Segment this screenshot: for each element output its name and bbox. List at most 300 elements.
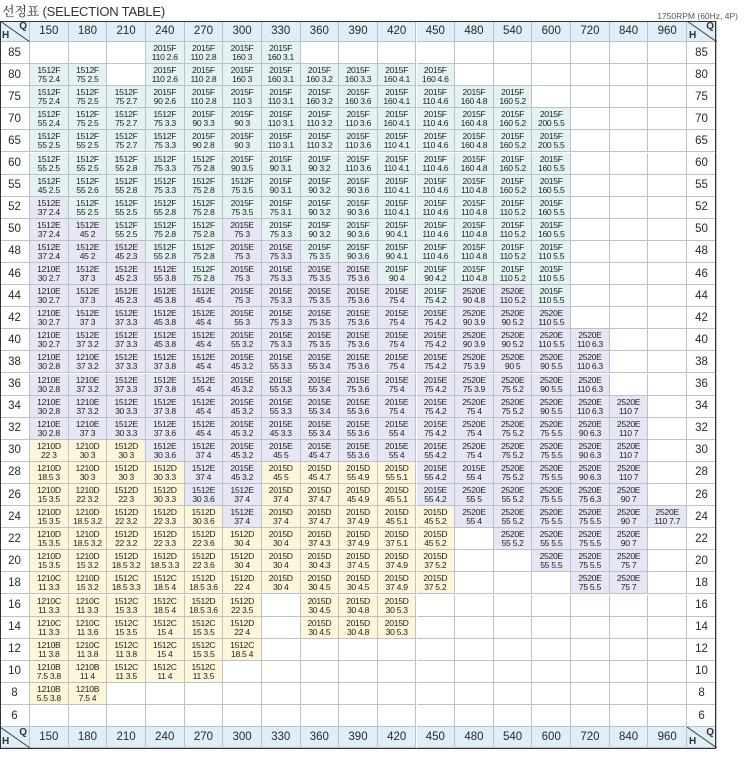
pump-cell[interactable]: [185, 108, 224, 130]
pump-cell[interactable]: [69, 462, 108, 484]
pump-cell[interactable]: [146, 506, 185, 528]
pump-cell[interactable]: [146, 130, 185, 152]
pump-cell[interactable]: [185, 484, 224, 506]
pump-cell[interactable]: [223, 86, 262, 108]
pump-cell[interactable]: [69, 484, 108, 506]
pump-cell[interactable]: [339, 108, 378, 130]
pump-cell[interactable]: [223, 396, 262, 418]
pump-cell[interactable]: [455, 197, 494, 219]
pump-cell[interactable]: [262, 440, 301, 462]
pump-cell[interactable]: [417, 219, 456, 241]
pump-cell[interactable]: [532, 175, 571, 197]
pump-cell[interactable]: [30, 528, 69, 550]
pump-cell[interactable]: [417, 241, 456, 263]
pump-cell[interactable]: [146, 219, 185, 241]
pump-cell[interactable]: [571, 374, 610, 396]
pump-cell[interactable]: [378, 528, 417, 550]
pump-cell[interactable]: [223, 64, 262, 86]
pump-cell[interactable]: [69, 108, 108, 130]
pump-cell[interactable]: [532, 440, 571, 462]
pump-cell[interactable]: [146, 462, 185, 484]
pump-cell[interactable]: [417, 440, 456, 462]
pump-cell[interactable]: [146, 108, 185, 130]
pump-cell[interactable]: [262, 42, 301, 64]
pump-cell[interactable]: [494, 263, 533, 285]
pump-cell[interactable]: [223, 329, 262, 351]
pump-cell[interactable]: [494, 396, 533, 418]
pump-cell[interactable]: [301, 307, 340, 329]
pump-cell[interactable]: [262, 572, 301, 594]
pump-cell[interactable]: [185, 130, 224, 152]
pump-cell[interactable]: [262, 64, 301, 86]
pump-cell[interactable]: [262, 506, 301, 528]
pump-cell[interactable]: [223, 639, 262, 661]
pump-cell[interactable]: [378, 418, 417, 440]
pump-cell[interactable]: [30, 462, 69, 484]
pump-cell[interactable]: [417, 285, 456, 307]
pump-cell[interactable]: [494, 462, 533, 484]
pump-cell[interactable]: [378, 307, 417, 329]
pump-cell[interactable]: [610, 396, 649, 418]
pump-cell[interactable]: [494, 506, 533, 528]
pump-cell[interactable]: [262, 528, 301, 550]
pump-cell[interactable]: [339, 263, 378, 285]
pump-cell[interactable]: [378, 595, 417, 617]
pump-cell[interactable]: [610, 418, 649, 440]
pump-cell[interactable]: [339, 329, 378, 351]
pump-cell[interactable]: [262, 329, 301, 351]
pump-cell[interactable]: [107, 506, 146, 528]
pump-cell[interactable]: [69, 396, 108, 418]
pump-cell[interactable]: [69, 374, 108, 396]
pump-cell[interactable]: [301, 418, 340, 440]
pump-cell[interactable]: [185, 639, 224, 661]
pump-cell[interactable]: [417, 263, 456, 285]
pump-cell[interactable]: [223, 351, 262, 373]
pump-cell[interactable]: [146, 440, 185, 462]
pump-cell[interactable]: [30, 418, 69, 440]
pump-cell[interactable]: [185, 661, 224, 683]
pump-cell[interactable]: [262, 108, 301, 130]
pump-cell[interactable]: [378, 64, 417, 86]
pump-cell[interactable]: [571, 440, 610, 462]
pump-cell[interactable]: [185, 462, 224, 484]
pump-cell[interactable]: [455, 506, 494, 528]
pump-cell[interactable]: [30, 263, 69, 285]
pump-cell[interactable]: [30, 351, 69, 373]
pump-cell[interactable]: [339, 484, 378, 506]
pump-cell[interactable]: [417, 351, 456, 373]
pump-cell[interactable]: [223, 462, 262, 484]
pump-cell[interactable]: [339, 418, 378, 440]
pump-cell[interactable]: [146, 153, 185, 175]
pump-cell[interactable]: [339, 153, 378, 175]
pump-cell[interactable]: [532, 329, 571, 351]
pump-cell[interactable]: [30, 130, 69, 152]
pump-cell[interactable]: [185, 219, 224, 241]
pump-cell[interactable]: [417, 153, 456, 175]
pump-cell[interactable]: [107, 528, 146, 550]
pump-cell[interactable]: [262, 263, 301, 285]
pump-cell[interactable]: [107, 241, 146, 263]
pump-cell[interactable]: [30, 617, 69, 639]
pump-cell[interactable]: [223, 506, 262, 528]
pump-cell[interactable]: [532, 506, 571, 528]
pump-cell[interactable]: [301, 86, 340, 108]
pump-cell[interactable]: [494, 130, 533, 152]
pump-cell[interactable]: [339, 307, 378, 329]
pump-cell[interactable]: [146, 64, 185, 86]
pump-cell[interactable]: [301, 153, 340, 175]
pump-cell[interactable]: [107, 351, 146, 373]
pump-cell[interactable]: [107, 418, 146, 440]
pump-cell[interactable]: [107, 572, 146, 594]
pump-cell[interactable]: [30, 86, 69, 108]
pump-cell[interactable]: [455, 175, 494, 197]
pump-cell[interactable]: [532, 550, 571, 572]
pump-cell[interactable]: [301, 440, 340, 462]
pump-cell[interactable]: [69, 197, 108, 219]
pump-cell[interactable]: [378, 241, 417, 263]
pump-cell[interactable]: [494, 175, 533, 197]
pump-cell[interactable]: [185, 64, 224, 86]
pump-cell[interactable]: [417, 418, 456, 440]
pump-cell[interactable]: [571, 462, 610, 484]
pump-cell[interactable]: [494, 351, 533, 373]
pump-cell[interactable]: [30, 64, 69, 86]
pump-cell[interactable]: [223, 595, 262, 617]
pump-cell[interactable]: [107, 639, 146, 661]
pump-cell[interactable]: [262, 153, 301, 175]
pump-cell[interactable]: [455, 484, 494, 506]
pump-cell[interactable]: [69, 617, 108, 639]
pump-cell[interactable]: [146, 572, 185, 594]
pump-cell[interactable]: [262, 130, 301, 152]
pump-cell[interactable]: [262, 219, 301, 241]
pump-cell[interactable]: [146, 617, 185, 639]
pump-cell[interactable]: [69, 153, 108, 175]
pump-cell[interactable]: [301, 175, 340, 197]
pump-cell[interactable]: [532, 351, 571, 373]
pump-cell[interactable]: [455, 130, 494, 152]
pump-cell[interactable]: [30, 374, 69, 396]
pump-cell[interactable]: [30, 661, 69, 683]
pump-cell[interactable]: [455, 153, 494, 175]
pump-cell[interactable]: [339, 462, 378, 484]
pump-cell[interactable]: [146, 418, 185, 440]
pump-cell[interactable]: [185, 528, 224, 550]
pump-cell[interactable]: [417, 550, 456, 572]
pump-cell[interactable]: [378, 572, 417, 594]
pump-cell[interactable]: [146, 175, 185, 197]
pump-cell[interactable]: [339, 506, 378, 528]
pump-cell[interactable]: [301, 374, 340, 396]
pump-cell[interactable]: [378, 197, 417, 219]
pump-cell[interactable]: [417, 506, 456, 528]
pump-cell[interactable]: [378, 130, 417, 152]
pump-cell[interactable]: [301, 219, 340, 241]
pump-cell[interactable]: [301, 263, 340, 285]
pump-cell[interactable]: [185, 86, 224, 108]
pump-cell[interactable]: [107, 175, 146, 197]
pump-cell[interactable]: [69, 130, 108, 152]
pump-cell[interactable]: [378, 396, 417, 418]
pump-cell[interactable]: [185, 550, 224, 572]
pump-cell[interactable]: [107, 550, 146, 572]
pump-cell[interactable]: [378, 219, 417, 241]
pump-cell[interactable]: [146, 550, 185, 572]
pump-cell[interactable]: [30, 197, 69, 219]
pump-cell[interactable]: [185, 285, 224, 307]
pump-cell[interactable]: [223, 418, 262, 440]
pump-cell[interactable]: [185, 595, 224, 617]
pump-cell[interactable]: [301, 241, 340, 263]
pump-cell[interactable]: [185, 241, 224, 263]
pump-cell[interactable]: [494, 153, 533, 175]
pump-cell[interactable]: [494, 440, 533, 462]
pump-cell[interactable]: [146, 307, 185, 329]
pump-cell[interactable]: [69, 307, 108, 329]
pump-cell[interactable]: [185, 307, 224, 329]
pump-cell[interactable]: [339, 130, 378, 152]
pump-cell[interactable]: [378, 462, 417, 484]
pump-cell[interactable]: [455, 285, 494, 307]
pump-cell[interactable]: [610, 484, 649, 506]
pump-cell[interactable]: [69, 440, 108, 462]
pump-cell[interactable]: [107, 484, 146, 506]
pump-cell[interactable]: [223, 153, 262, 175]
pump-cell[interactable]: [185, 153, 224, 175]
pump-cell[interactable]: [455, 329, 494, 351]
pump-cell[interactable]: [301, 506, 340, 528]
pump-cell[interactable]: [378, 329, 417, 351]
pump-cell[interactable]: [185, 396, 224, 418]
pump-cell[interactable]: [223, 219, 262, 241]
pump-cell[interactable]: [30, 550, 69, 572]
pump-cell[interactable]: [378, 484, 417, 506]
pump-cell[interactable]: [339, 374, 378, 396]
pump-cell[interactable]: [69, 595, 108, 617]
pump-cell[interactable]: [223, 130, 262, 152]
pump-cell[interactable]: [532, 462, 571, 484]
pump-cell[interactable]: [223, 42, 262, 64]
pump-cell[interactable]: [417, 197, 456, 219]
pump-cell[interactable]: [30, 572, 69, 594]
pump-cell[interactable]: [417, 86, 456, 108]
pump-cell[interactable]: [494, 484, 533, 506]
pump-cell[interactable]: [146, 351, 185, 373]
pump-cell[interactable]: [571, 550, 610, 572]
pump-cell[interactable]: [532, 396, 571, 418]
pump-cell[interactable]: [455, 462, 494, 484]
pump-cell[interactable]: [30, 506, 69, 528]
pump-cell[interactable]: [223, 197, 262, 219]
pump-cell[interactable]: [378, 550, 417, 572]
pump-cell[interactable]: [455, 440, 494, 462]
pump-cell[interactable]: [107, 108, 146, 130]
pump-cell[interactable]: [532, 108, 571, 130]
pump-cell[interactable]: [301, 462, 340, 484]
pump-cell[interactable]: [223, 108, 262, 130]
pump-cell[interactable]: [146, 396, 185, 418]
pump-cell[interactable]: [69, 285, 108, 307]
pump-cell[interactable]: [301, 396, 340, 418]
pump-cell[interactable]: [378, 108, 417, 130]
pump-cell[interactable]: [301, 595, 340, 617]
pump-cell[interactable]: [107, 595, 146, 617]
pump-cell[interactable]: [262, 462, 301, 484]
pump-cell[interactable]: [339, 617, 378, 639]
pump-cell[interactable]: [185, 506, 224, 528]
pump-cell[interactable]: [532, 307, 571, 329]
pump-cell[interactable]: [185, 572, 224, 594]
pump-cell[interactable]: [146, 484, 185, 506]
pump-cell[interactable]: [339, 595, 378, 617]
pump-cell[interactable]: [339, 285, 378, 307]
pump-cell[interactable]: [30, 285, 69, 307]
pump-cell[interactable]: [185, 617, 224, 639]
pump-cell[interactable]: [455, 307, 494, 329]
pump-cell[interactable]: [30, 175, 69, 197]
pump-cell[interactable]: [107, 440, 146, 462]
pump-cell[interactable]: [494, 285, 533, 307]
pump-cell[interactable]: [30, 440, 69, 462]
pump-cell[interactable]: [494, 329, 533, 351]
pump-cell[interactable]: [107, 130, 146, 152]
pump-cell[interactable]: [455, 396, 494, 418]
pump-cell[interactable]: [417, 329, 456, 351]
pump-cell[interactable]: [107, 462, 146, 484]
pump-cell[interactable]: [378, 374, 417, 396]
pump-cell[interactable]: [378, 440, 417, 462]
pump-cell[interactable]: [223, 440, 262, 462]
pump-cell[interactable]: [494, 197, 533, 219]
pump-cell[interactable]: [69, 86, 108, 108]
pump-cell[interactable]: [494, 418, 533, 440]
pump-cell[interactable]: [417, 484, 456, 506]
pump-cell[interactable]: [262, 86, 301, 108]
pump-cell[interactable]: [69, 219, 108, 241]
pump-cell[interactable]: [223, 550, 262, 572]
pump-cell[interactable]: [455, 351, 494, 373]
pump-cell[interactable]: [185, 263, 224, 285]
pump-cell[interactable]: [494, 528, 533, 550]
pump-cell[interactable]: [69, 351, 108, 373]
pump-cell[interactable]: [223, 285, 262, 307]
pump-cell[interactable]: [455, 263, 494, 285]
pump-cell[interactable]: [185, 197, 224, 219]
pump-cell[interactable]: [494, 86, 533, 108]
pump-cell[interactable]: [455, 241, 494, 263]
pump-cell[interactable]: [107, 197, 146, 219]
pump-cell[interactable]: [532, 219, 571, 241]
pump-cell[interactable]: [146, 528, 185, 550]
pump-cell[interactable]: [107, 661, 146, 683]
pump-cell[interactable]: [339, 197, 378, 219]
pump-cell[interactable]: [69, 329, 108, 351]
pump-cell[interactable]: [571, 396, 610, 418]
pump-cell[interactable]: [494, 307, 533, 329]
pump-cell[interactable]: [146, 86, 185, 108]
pump-cell[interactable]: [69, 683, 108, 705]
pump-cell[interactable]: [262, 396, 301, 418]
pump-cell[interactable]: [185, 351, 224, 373]
pump-cell[interactable]: [339, 175, 378, 197]
pump-cell[interactable]: [301, 572, 340, 594]
pump-cell[interactable]: [417, 108, 456, 130]
pump-cell[interactable]: [69, 175, 108, 197]
pump-cell[interactable]: [339, 351, 378, 373]
pump-cell[interactable]: [262, 374, 301, 396]
pump-cell[interactable]: [494, 219, 533, 241]
pump-cell[interactable]: [223, 572, 262, 594]
pump-cell[interactable]: [417, 175, 456, 197]
pump-cell[interactable]: [301, 197, 340, 219]
pump-cell[interactable]: [30, 639, 69, 661]
pump-cell[interactable]: [339, 86, 378, 108]
pump-cell[interactable]: [494, 241, 533, 263]
pump-cell[interactable]: [455, 374, 494, 396]
pump-cell[interactable]: [301, 484, 340, 506]
pump-cell[interactable]: [571, 351, 610, 373]
pump-cell[interactable]: [378, 263, 417, 285]
pump-cell[interactable]: [378, 617, 417, 639]
pump-cell[interactable]: [30, 219, 69, 241]
pump-cell[interactable]: [146, 285, 185, 307]
pump-cell[interactable]: [69, 418, 108, 440]
pump-cell[interactable]: [648, 506, 687, 528]
pump-cell[interactable]: [30, 396, 69, 418]
pump-cell[interactable]: [69, 550, 108, 572]
pump-cell[interactable]: [532, 484, 571, 506]
pump-cell[interactable]: [610, 528, 649, 550]
pump-cell[interactable]: [146, 329, 185, 351]
pump-cell[interactable]: [378, 285, 417, 307]
pump-cell[interactable]: [146, 263, 185, 285]
pump-cell[interactable]: [107, 153, 146, 175]
pump-cell[interactable]: [455, 418, 494, 440]
pump-cell[interactable]: [185, 440, 224, 462]
pump-cell[interactable]: [223, 307, 262, 329]
pump-cell[interactable]: [107, 263, 146, 285]
pump-cell[interactable]: [262, 241, 301, 263]
pump-cell[interactable]: [378, 86, 417, 108]
pump-cell[interactable]: [532, 374, 571, 396]
pump-cell[interactable]: [455, 108, 494, 130]
pump-cell[interactable]: [107, 329, 146, 351]
pump-cell[interactable]: [262, 418, 301, 440]
pump-cell[interactable]: [69, 528, 108, 550]
pump-cell[interactable]: [339, 396, 378, 418]
pump-cell[interactable]: [262, 285, 301, 307]
pump-cell[interactable]: [417, 307, 456, 329]
pump-cell[interactable]: [69, 572, 108, 594]
pump-cell[interactable]: [532, 197, 571, 219]
pump-cell[interactable]: [417, 462, 456, 484]
pump-cell[interactable]: [223, 617, 262, 639]
pump-cell[interactable]: [223, 175, 262, 197]
pump-cell[interactable]: [69, 64, 108, 86]
pump-cell[interactable]: [417, 374, 456, 396]
pump-cell[interactable]: [223, 484, 262, 506]
pump-cell[interactable]: [301, 130, 340, 152]
pump-cell[interactable]: [301, 64, 340, 86]
pump-cell[interactable]: [146, 595, 185, 617]
pump-cell[interactable]: [262, 550, 301, 572]
pump-cell[interactable]: [30, 153, 69, 175]
pump-cell[interactable]: [610, 462, 649, 484]
pump-cell[interactable]: [223, 528, 262, 550]
